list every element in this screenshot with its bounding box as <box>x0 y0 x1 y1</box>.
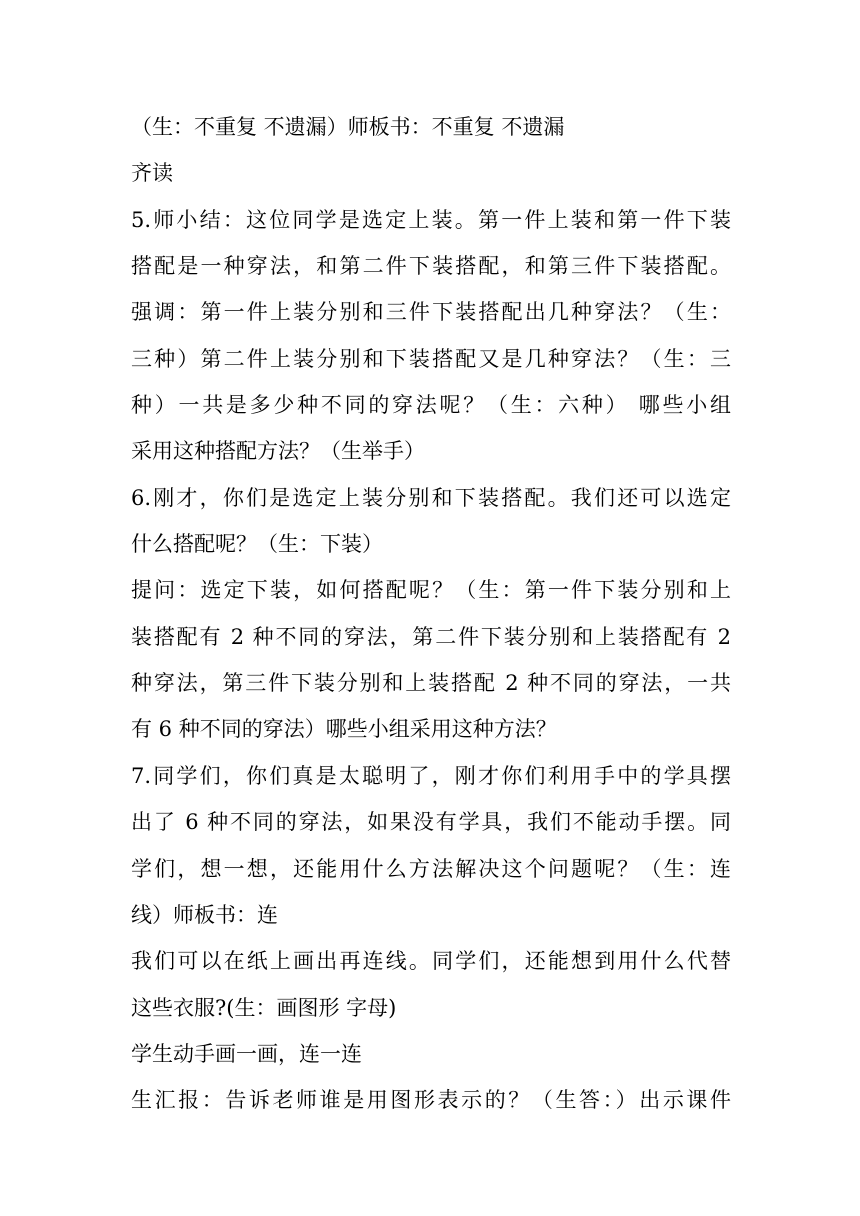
text-line: 学们，想一想，还能用什么方法解决这个问题呢？（生：连 <box>131 856 731 881</box>
text-line: 三种）第二件上装分别和下装搭配又是几种穿法？（生：三 <box>131 346 731 371</box>
text-line: 6.刚才，你们是选定上装分别和下装搭配。我们还可以选定 <box>131 485 731 510</box>
text-line: 种）一共是多少种不同的穿法呢？（生：六种） 哪些小组 <box>131 393 731 418</box>
text-line: 有 6 种不同的穿法）哪些小组采用这种方法？ <box>131 717 557 742</box>
text-line: 齐读 <box>131 161 173 186</box>
text-line: 出了 6 种不同的穿法，如果没有学具，我们不能动手摆。同 <box>131 810 731 835</box>
text-line: 强调：第一件上装分别和三件下装搭配出几种穿法？（生： <box>131 300 731 325</box>
text-line: 种穿法，第三件下装分别和上装搭配 2 种不同的穿法，一共 <box>131 671 731 696</box>
text-line: （生：不重复 不遗漏）师板书：不重复 不遗漏 <box>131 115 565 139</box>
text-line: 我们可以在纸上画出再连线。同学们，还能想到用什么代替 <box>131 949 731 974</box>
text-line: 7.同学们，你们真是太聪明了，刚才你们利用手中的学具摆 <box>131 763 731 788</box>
document-body <box>131 104 731 1124</box>
text-line: 5.师小结：这位同学是选定上装。第一件上装和第一件下装 <box>131 207 731 232</box>
text-line: 线）师板书：连 <box>131 902 278 927</box>
text-line: 提问：选定下装，如何搭配呢？（生：第一件下装分别和上 <box>131 578 731 603</box>
text-line: 生汇报：告诉老师谁是用图形表示的？（生答：）出示课件 <box>131 1088 731 1113</box>
text-line: 采用这种搭配方法？（生举手） <box>131 439 425 464</box>
text-line: 这些衣服?(生：画图形 字母) <box>131 995 397 1020</box>
text-line: 搭配是一种穿法，和第二件下装搭配，和第三件下装搭配。 <box>131 254 731 279</box>
text-line: 装搭配有 2 种不同的穿法，第二件下装分别和上装搭配有 2 <box>131 624 731 649</box>
text-line: 什么搭配呢？（生：下装） <box>131 532 383 557</box>
text-line: 学生动手画一画，连一连 <box>131 1041 362 1066</box>
